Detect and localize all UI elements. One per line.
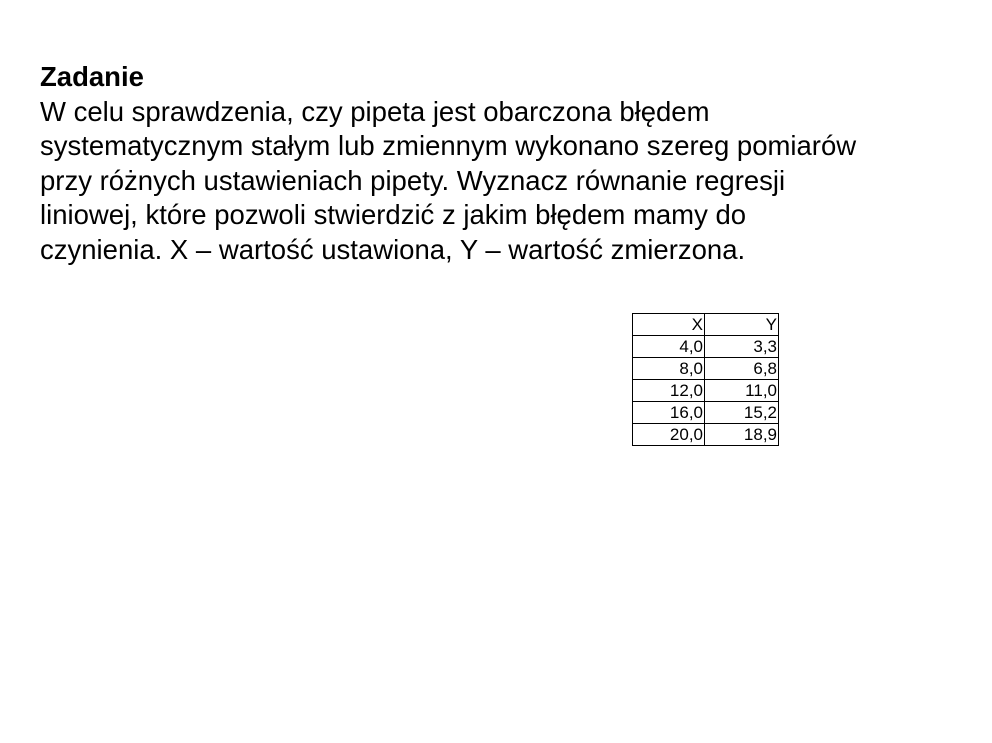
column-header-x: X [633, 314, 705, 336]
task-line: W celu sprawdzenia, czy pipeta jest obarczona błędem [40, 95, 710, 127]
measurement-table [632, 313, 779, 446]
cell-x: 12,0 [633, 380, 705, 402]
cell-y: 15,2 [705, 402, 779, 424]
table-row [633, 424, 779, 446]
cell-x: 4,0 [633, 336, 705, 358]
table-row [633, 358, 779, 380]
task-section [40, 60, 960, 267]
column-header-y: Y [705, 314, 779, 336]
cell-x: 16,0 [633, 402, 705, 424]
task-line: liniowej, które pozwoli stwierdzić z jakim błędem mamy do [40, 199, 747, 230]
cell-x: 8,0 [633, 358, 705, 380]
cell-y: 6,8 [705, 358, 779, 380]
table-header-row [633, 314, 779, 336]
cell-y: 3,3 [705, 336, 779, 358]
table-row [633, 380, 779, 402]
task-line: przy różnych ustawieniach pipety. Wyznacz równanie regresji [40, 164, 786, 196]
task-description [40, 95, 960, 268]
task-title: Zadanie [40, 61, 144, 92]
table-row [633, 336, 779, 358]
cell-y: 18,9 [705, 424, 779, 446]
task-line: czynienia. X – wartość ustawiona, Y – wartość zmierzona. [40, 233, 746, 265]
cell-x: 20,0 [633, 424, 705, 446]
cell-y: 11,0 [705, 380, 779, 402]
table-row [633, 402, 779, 424]
task-line: systematycznym stałym lub zmiennym wykonano szereg pomiarów [40, 130, 857, 161]
